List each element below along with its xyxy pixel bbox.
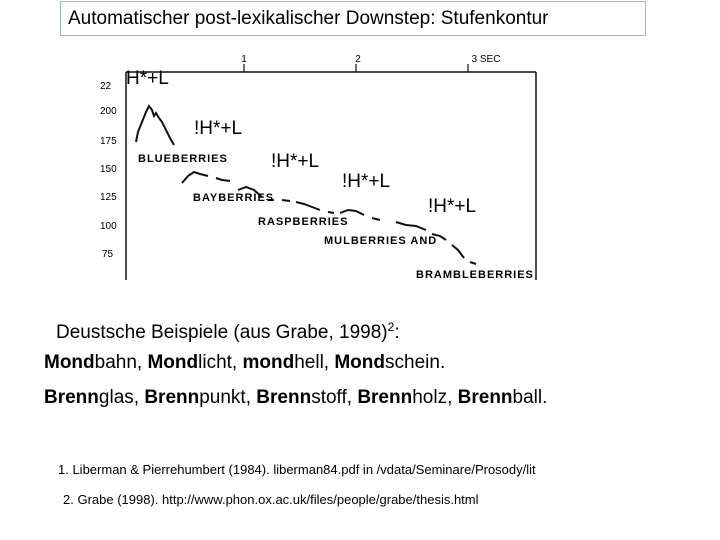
tone-label: !H*+L	[271, 151, 320, 172]
word-rest: hell,	[294, 352, 335, 373]
word-stem: Mond	[44, 352, 95, 373]
word-rest: licht,	[198, 352, 243, 373]
y-tick-label: 200	[100, 106, 117, 117]
time-tick-label: 2	[355, 54, 361, 65]
word-rest: holz,	[412, 387, 458, 408]
word-stem: Brenn	[144, 387, 200, 408]
word-stem: Brenn	[357, 387, 413, 408]
word-stem: mond	[242, 352, 295, 373]
word-rest: punkt,	[199, 387, 257, 408]
tone-label: H*+L	[126, 68, 169, 89]
slide-title: Automatischer post-lexikalischer Downstep: Stufenkontur	[68, 8, 549, 29]
examples-line-mond	[44, 352, 445, 374]
word-stem: Brenn	[457, 387, 513, 408]
reference-1: 1. Liberman & Pierrehumbert (1984). liberman84.pdf in /vdata/Seminare/Prosody/lit	[58, 462, 536, 477]
examples-heading-colon: :	[394, 322, 400, 343]
word-rest: ball.	[512, 387, 548, 408]
reference-2: 2. Grabe (1998). http://www.phon.ox.ac.uk/files/people/grabe/thesis.html	[63, 492, 479, 507]
pitch-segment-bayberries	[182, 172, 230, 183]
word-rest: stoff,	[311, 387, 358, 408]
word-label-blueberries: BLUEBERRIES	[138, 153, 228, 165]
y-tick-label: 175	[100, 136, 117, 147]
time-tick-label: 1	[241, 54, 247, 65]
word-stem: Brenn	[44, 387, 99, 408]
footnote-marker: 2	[387, 320, 395, 334]
tone-label: !H*+L	[194, 118, 243, 139]
word-rest: bahn,	[94, 352, 148, 373]
pitch-segment-blueberries	[136, 106, 174, 145]
word-label-brambleberries: BRAMBLEBERRIES	[416, 269, 534, 281]
y-tick-label: 75	[102, 249, 114, 260]
examples-line-brenn	[44, 387, 547, 409]
word-stem: Mond	[147, 352, 199, 373]
word-label-mulberries-and: MULBERRIES AND	[324, 235, 438, 247]
slide-title-box	[60, 1, 646, 36]
tone-label: !H*+L	[428, 196, 477, 217]
word-rest: schein.	[385, 352, 446, 373]
examples-heading	[56, 320, 400, 344]
word-rest: glas,	[98, 387, 145, 408]
y-tick-label: 100	[100, 221, 117, 232]
word-label-raspberries: RASPBERRIES	[258, 216, 349, 228]
time-tick-label: 3 SEC	[471, 54, 501, 65]
word-label-bayberries: BAYBERRIES	[193, 192, 275, 204]
examples-heading-text: Deustsche Beispiele (aus Grabe, 1998)	[56, 322, 388, 343]
y-tick-label: 125	[100, 192, 117, 203]
word-stem: Brenn	[256, 387, 312, 408]
word-stem: Mond	[334, 352, 386, 373]
tone-label: !H*+L	[342, 171, 391, 192]
y-tick-label: 150	[100, 164, 117, 175]
y-tick-label: 22	[100, 81, 112, 92]
